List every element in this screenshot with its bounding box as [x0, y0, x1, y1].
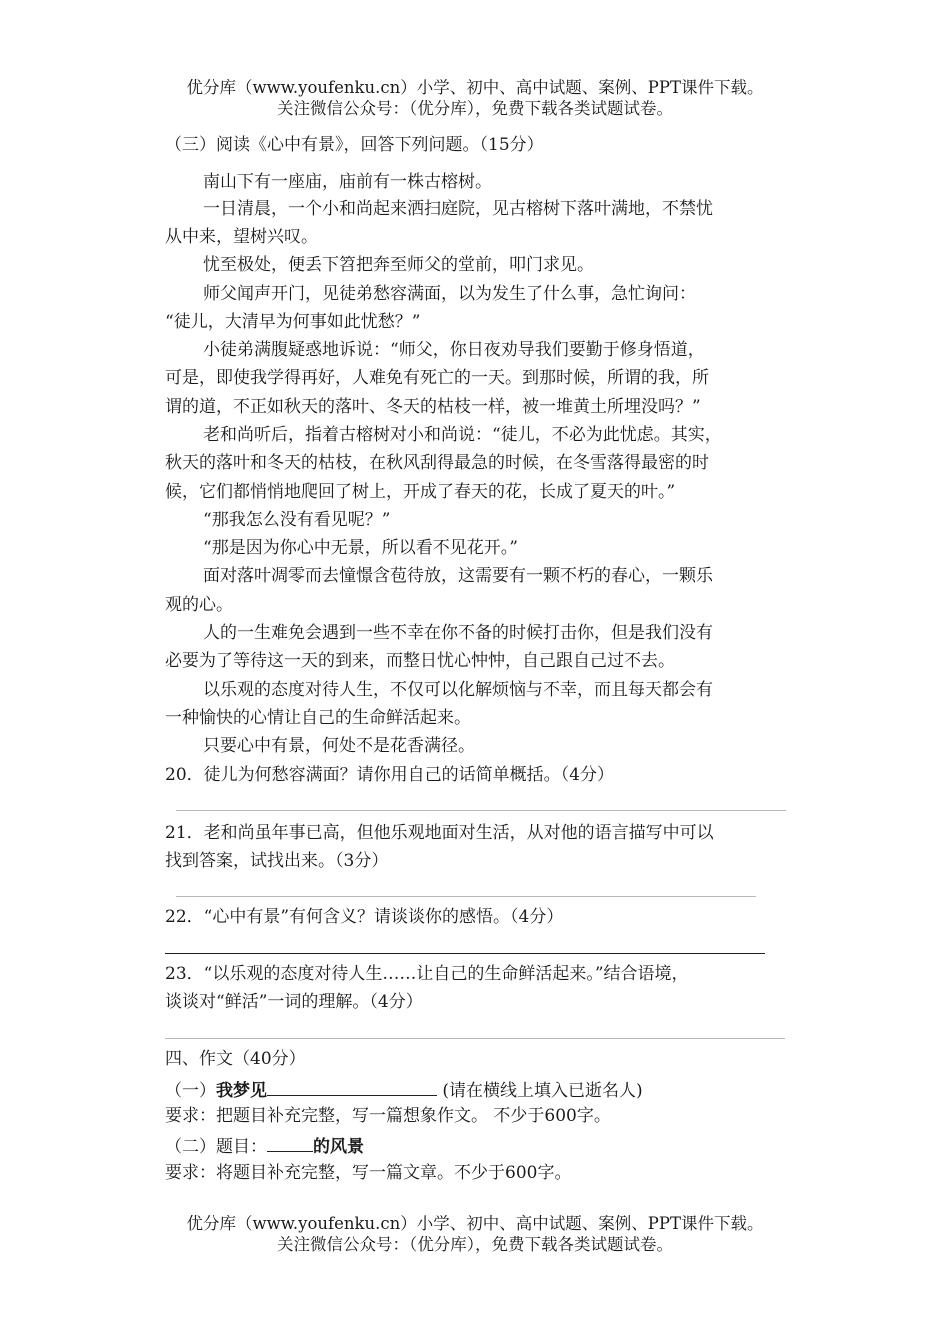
- passage-line: 必要为了等待这一天的到来，而整日忧心忡忡，自己跟自己过不去。: [165, 651, 675, 671]
- footer-line-1: 优分库（www.youfenku.cn）小学、初中、高中试题、案例、PPT课件下载。: [186, 1214, 764, 1233]
- passage-line: 以乐观的态度对待人生，不仅可以化解烦恼与不幸，而且每天都会有: [203, 680, 713, 700]
- passage-line: 一种愉快的心情让自己的生命鲜活起来。: [165, 708, 471, 728]
- footer-line-2: 关注微信公众号：（优分库），免费下载各类试题试卷。: [277, 1235, 673, 1254]
- passage-line: 忧至极处，便丢下笤把奔至师父的堂前，叩门求见。: [203, 255, 594, 275]
- answer-line-22[interactable]: [165, 953, 765, 954]
- passage-line: 从中来，望树兴叹。: [165, 227, 318, 247]
- passage-line: 师父闻声开门，见徒弟愁容满面，以为发生了什么事，急忙询问：: [203, 284, 696, 304]
- passage-line: 可是，即使我学得再好，人难免有死亡的一天。到那时候，所谓的我，所: [165, 368, 709, 388]
- essay-option-2-prefix: （二）题目：: [165, 1137, 267, 1157]
- essay-option-1-title: 我梦见: [216, 1081, 267, 1101]
- passage-line: 人的一生难免会遇到一些不幸在你不备的时候打击你，但是我们没有: [203, 623, 713, 643]
- passage-line: “那是因为你心中无景，所以看不见花开。”: [203, 538, 518, 558]
- passage-line: 南山下有一座庙，庙前有一株古榕树。: [203, 172, 492, 192]
- passage-line: “徒儿，大清早为何事如此忧愁？”: [165, 312, 421, 332]
- passage-line: 候，它们都悄悄地爬回了树上，开成了春天的花，长成了夏天的叶。”: [165, 482, 676, 502]
- section-3-title: （三）阅读《心中有景》，回答下列问题。（15分）: [165, 135, 544, 155]
- question-23-line-2: 谈谈对“鲜活”一词的理解。（4分）: [165, 992, 423, 1012]
- section-4-title: 四、作文（40分）: [165, 1049, 306, 1069]
- essay-option-1-prefix: （一）: [165, 1081, 216, 1101]
- passage-line: 观的心。: [165, 595, 233, 615]
- essay-requirement-1: 要求：把题目补充完整，写一篇想象作文。 不少于600字。: [165, 1106, 611, 1126]
- passage-line: “那我怎么没有看见呢？”: [203, 510, 391, 530]
- essay-option-2-title: 的风景: [313, 1137, 364, 1157]
- essay-option-1: [165, 1077, 790, 1102]
- essay-option-2: [165, 1133, 790, 1158]
- question-22: 22．“心中有景”有何含义？请谈谈你的感悟。（4分）: [165, 907, 564, 927]
- passage-line: 谓的道，不正如秋天的落叶、冬天的枯枝一样，被一堆黄土所埋没吗？”: [165, 397, 701, 417]
- header-line-1: 优分库（www.youfenku.cn）小学、初中、高中试题、案例、PPT课件下载。: [186, 78, 764, 97]
- question-23-line-1: 23．“以乐观的态度对待人生……让自己的生命鲜活起来。”结合语境，: [165, 964, 689, 984]
- essay-option-2-blank[interactable]: [267, 1133, 313, 1152]
- question-21-line-1: 21．老和尚虽年事已高，但他乐观地面对生活，从对他的语言描写中可以: [165, 823, 714, 843]
- passage-line: 秋天的落叶和冬天的枯枝，在秋风刮得最急的时候，在冬雪落得最密的时: [165, 453, 709, 473]
- question-20: 20．徒儿为何愁容满面？请你用自己的话简单概括。（4分）: [165, 765, 614, 785]
- passage-line: 一日清晨，一个小和尚起来洒扫庭院，见古榕树下落叶满地，不禁忧: [203, 199, 713, 219]
- answer-line-23[interactable]: [165, 1038, 785, 1039]
- answer-line-21[interactable]: [176, 896, 756, 897]
- passage-line: 小徒弟满腹疑惑地诉说：“师父，你日夜劝导我们要勤于修身悟道，: [203, 340, 705, 360]
- essay-requirement-2: 要求：将题目补充完整，写一篇文章。不少于600字。: [165, 1163, 572, 1183]
- header-line-2: 关注微信公众号：（优分库），免费下载各类试题试卷。: [277, 99, 673, 118]
- passage-line: 面对落叶凋零而去憧憬含苞待放，这需要有一颗不朽的春心，一颗乐: [203, 566, 713, 586]
- answer-line-20[interactable]: [176, 810, 786, 811]
- passage-line: 只要心中有景，何处不是花香满径。: [203, 736, 475, 756]
- essay-option-1-hint: (请在横线上填入已逝名人): [442, 1081, 643, 1101]
- essay-option-1-blank[interactable]: [267, 1077, 437, 1096]
- passage-line: 老和尚听后，指着古榕树对小和尚说：“徒儿，不必为此忧虑。其实，: [203, 425, 722, 445]
- question-21-line-2: 找到答案，试找出来。（3分）: [165, 851, 389, 871]
